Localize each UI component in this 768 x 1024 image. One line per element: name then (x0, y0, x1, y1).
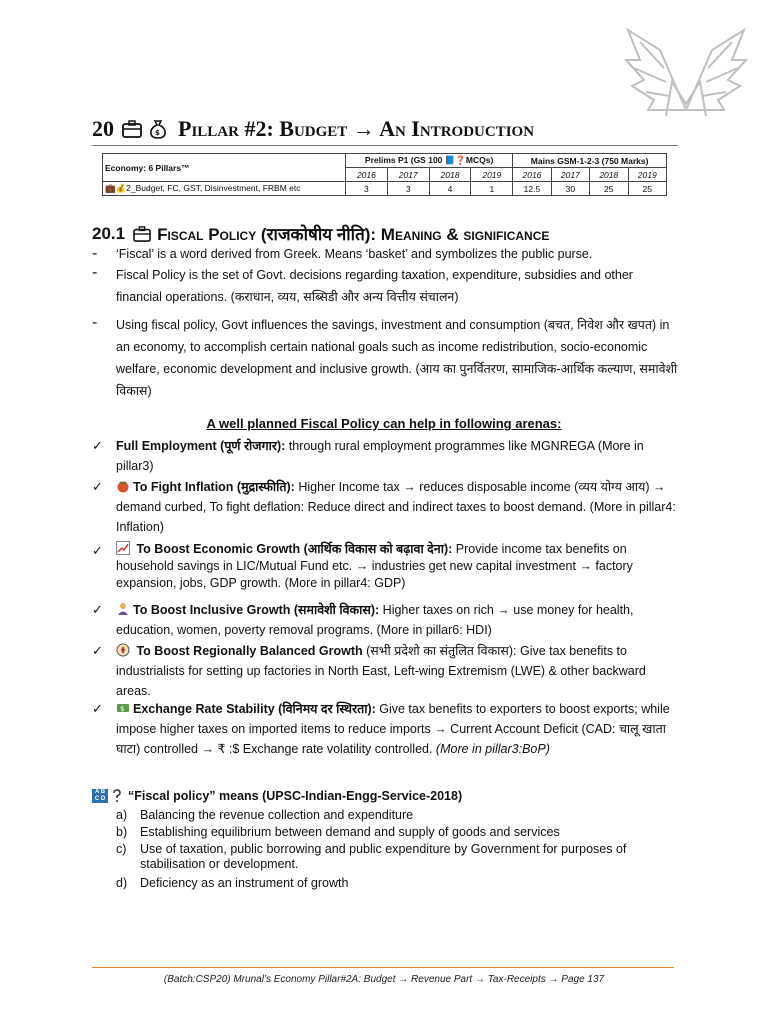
subject-cell: Economy: 6 Pillars™ (103, 154, 346, 182)
section-heading (92, 222, 549, 245)
arenas-heading: A well planned Fiscal Policy can help in following arenas: (206, 416, 562, 431)
money-bag-icon (148, 119, 168, 139)
arena-title: To Boost Regionally Balanced Growth (133, 644, 363, 658)
arena-text: through rural employment programmes like MGNREGA (More in pillar3) (116, 439, 644, 473)
arena-title: To Boost Inclusive Growth (समावेशी विकास): (133, 603, 380, 617)
year-cell: 2018 (590, 168, 628, 182)
arena-title: To Fight Inflation (मुद्रास्फीति): (133, 480, 295, 494)
arena-text: Higher Income tax → reduces disposable income (व्यय योग्य आय) → demand curbed, To fight deflation: Reduce direct and indirect taxes to boost demand. (More in pillar4: Inflation) (116, 480, 676, 534)
option-text: Deficiency as an instrument of growth (140, 876, 349, 890)
arena-title: Exchange Rate Stability (विनिमय दर स्थिरता): (133, 702, 376, 716)
mcq-option (116, 825, 676, 840)
svg-text:$: $ (155, 129, 160, 137)
dash-marker: - (92, 314, 98, 331)
value-cell: 1 (471, 182, 513, 196)
list-item (92, 264, 682, 308)
list-item (92, 541, 682, 592)
bullet-text: ‘Fiscal’ is a word derived from Greek. Means ‘basket’ and symbolizes the public purse. (116, 247, 593, 261)
tomato-icon (116, 479, 130, 493)
year-cell: 2017 (551, 168, 589, 182)
checkmark-icon: ✓ (92, 479, 103, 494)
briefcase-icon (133, 226, 151, 242)
arena-note: (More in pillar3:BoP) (432, 742, 550, 756)
list-item (92, 600, 682, 640)
checkmark-icon: ✓ (92, 602, 103, 617)
option-text: Use of taxation, public borrowing and public expenditure by Government for purposes of stabilisation or development. (140, 842, 627, 871)
list-item (92, 699, 682, 759)
page-footer: (Batch:CSP20) Mrunal’s Economy Pillar#2A: Budget → Revenue Part → Tax-Receipts → Page 137 (163, 974, 605, 985)
mcq-question (92, 789, 462, 803)
year-cell: 2019 (628, 168, 667, 182)
table-header-row (103, 154, 667, 168)
question-icon (112, 789, 122, 803)
value-cell: 4 (429, 182, 471, 196)
list-item (92, 245, 682, 264)
svg-text:$: $ (120, 705, 125, 713)
bullet-text: Fiscal Policy is the set of Govt. decisions regarding taxation, expenditure, subsidies and other financial operations. (कराधान, व्यय, सब्सिडी और अन्य वित्तीय संचालन) (116, 268, 633, 304)
checkmark-icon: ✓ (92, 701, 103, 716)
abc-icon: A B C D (92, 789, 108, 803)
chapter-title: Pillar #2: Budget → An Introduction (178, 116, 535, 141)
option-text: Balancing the revenue collection and expenditure (140, 808, 414, 822)
year-cell: 2019 (471, 168, 513, 182)
year-cell: 2018 (429, 168, 471, 182)
arena-title: To Boost Economic Growth (आर्थिक विकास को बढ़ावा देना): (133, 542, 453, 556)
dash-marker: - (92, 264, 98, 281)
list-item (92, 477, 682, 537)
list-item (92, 641, 682, 701)
list-item (92, 314, 682, 402)
value-cell: 30 (551, 182, 589, 196)
mcq-question-text: “Fiscal policy” means (UPSC-Indian-Engg-Service-2018) (128, 789, 463, 803)
briefcase-icon (122, 120, 142, 138)
chart-increasing-icon (116, 541, 130, 555)
people-icon (116, 602, 130, 616)
value-cell: 3 (387, 182, 429, 196)
checkmark-icon: ✓ (92, 543, 103, 558)
arena-text: Provide income tax benefits on household savings in LIC/Mutual Fund etc. → industries get new capital investment → factory expansion, jobs, GDP growth. (More in pillar4: GDP) (116, 542, 633, 590)
list-item (92, 436, 682, 476)
value-cell: 3 (346, 182, 388, 196)
mcq-option (116, 808, 676, 823)
arena-text: Higher taxes on rich → use money for health, education, women, poverty removal programs. (More in pillar6: HDI) (116, 603, 634, 637)
mains-header: Mains GSM-1-2-3 (750 Marks) (513, 154, 667, 168)
mcq-option (116, 876, 676, 891)
option-label: d) (116, 876, 128, 890)
value-cell: 25 (628, 182, 667, 196)
year-cell: 2016 (513, 168, 551, 182)
option-label: a) (116, 808, 128, 822)
section-number: 20.1 (92, 223, 126, 243)
checkmark-icon: ✓ (92, 438, 103, 453)
option-label: c) (116, 842, 127, 856)
value-cell: 12.5 (513, 182, 551, 196)
currency-exchange-icon (116, 701, 130, 715)
arena-text: (सभी प्रदेशो का संतुलित विकास): Give tax benefits to industrialists for setting up factories in North East, Left-wing Extremism (LWE) & other backward areas. (116, 644, 646, 698)
mcq-option (116, 842, 676, 872)
prelims-header: Prelims P1 (GS 100 📘❓MCQs) (346, 154, 513, 168)
arena-title: Full Employment (पूर्ण रोजगार): (116, 439, 286, 453)
dash-marker: - (92, 245, 98, 262)
value-cell: 25 (590, 182, 628, 196)
option-label: b) (116, 825, 128, 839)
bullet-text: Using fiscal policy, Govt influences the savings, investment and consumption (बचत, निवेश और खपत) in an economy, to accomplish certain national goals such as income redistribution, socio-economic welfare, economic development and inclusive growth. (आय का पुनर्वितरण, सामाजिक-आर्थिक कल्याण, समावेशी विकास) (116, 318, 678, 398)
chapter-number: 20 (92, 116, 114, 141)
compass-icon (116, 643, 130, 657)
exam-weightage-table (102, 153, 667, 196)
option-text: Establishing equilibrium between demand and supply of goods and services (140, 825, 560, 839)
arena-text: Give tax benefits to exporters to boost exports; while impose higher taxes on imported items to reduce imports → Current Account Deficit (CAD: चालू खाता घाटा) controlled → ₹ :$ Exchange rate volatility controlled. (116, 702, 670, 756)
section-title: Fiscal Policy (राजकोषीय नीति): Meaning & significance (157, 225, 550, 244)
year-cell: 2016 (346, 168, 388, 182)
footer-divider (92, 967, 674, 968)
topic-cell: 💼💰2_Budget, FC, GST, Disinvestment, FRBM etc (103, 182, 346, 196)
year-cell: 2017 (387, 168, 429, 182)
checkmark-icon: ✓ (92, 643, 103, 658)
chapter-heading (92, 113, 678, 146)
table-row (103, 182, 667, 196)
